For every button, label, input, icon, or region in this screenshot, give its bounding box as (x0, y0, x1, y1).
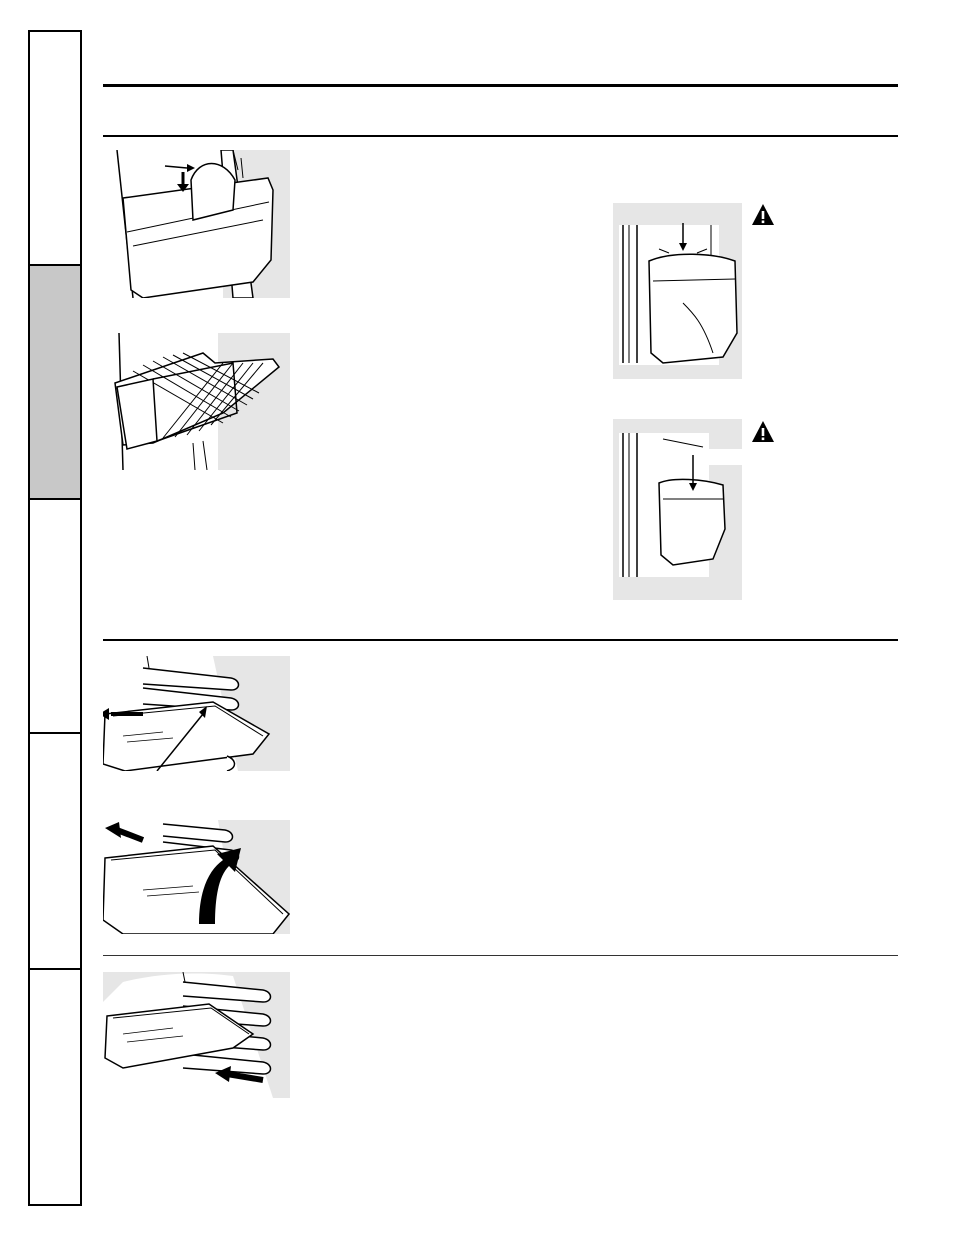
shelf-insert-illustration (103, 972, 290, 1098)
side-tab-4[interactable] (30, 734, 80, 970)
section-rule-1 (103, 135, 898, 137)
header-rule (103, 84, 898, 87)
warning-triangle-icon (751, 203, 775, 232)
bin-removal-illustration-1 (613, 203, 742, 379)
door-bin-divider-illustration (103, 150, 290, 298)
bin-removal-illustration-2 (613, 419, 742, 600)
warning-triangle-icon (751, 420, 775, 449)
side-tab-1[interactable] (30, 32, 80, 266)
shelf-tilt-illustration (103, 820, 290, 934)
wire-rack-illustration (103, 333, 290, 470)
section-rule-2 (103, 639, 898, 641)
section-rule-3 (103, 955, 898, 956)
side-tab-5[interactable] (30, 970, 80, 1206)
side-tab-2-active[interactable] (30, 266, 80, 500)
side-tab-3[interactable] (30, 500, 80, 734)
side-tab-strip (28, 30, 82, 1206)
shelf-slide-out-illustration (103, 656, 290, 771)
